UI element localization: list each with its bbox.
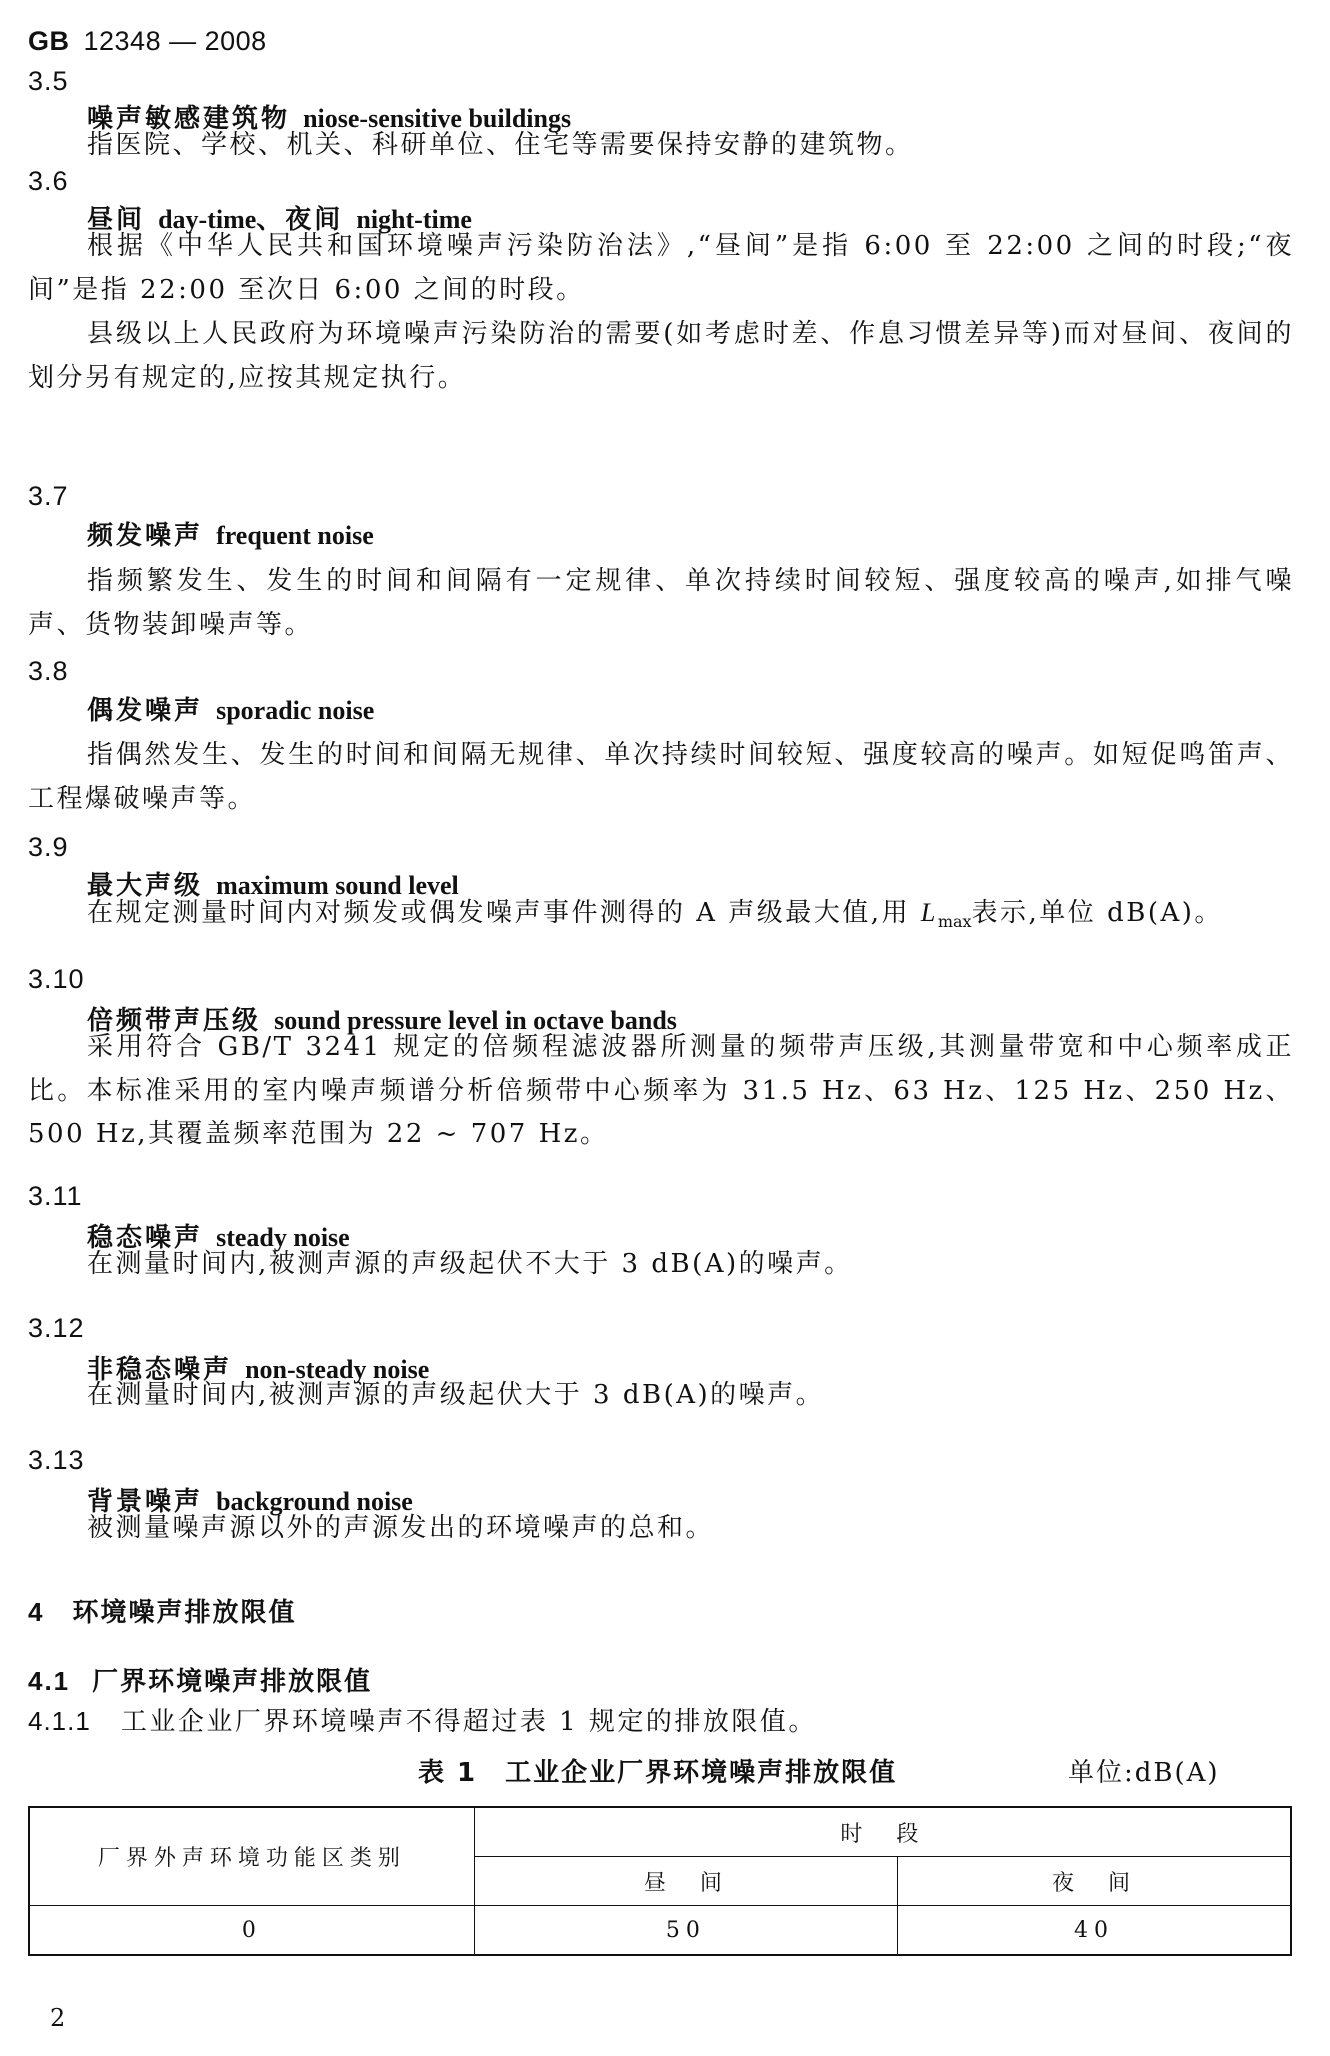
clause-number: 3.7 [28, 481, 69, 511]
clause-number: 3.8 [28, 656, 69, 686]
term-en: background noise [216, 1487, 413, 1516]
definition-text-b: 表示,单位 dB(A)。 [971, 898, 1223, 928]
term-zh-2: 夜间 [285, 205, 344, 235]
definition-text: 在测量时间内,被测声源的声级起伏大于 3 dB(A)的噪声。 [87, 1380, 825, 1410]
definition-text: 指偶然发生、发生的时间和间隔无规律、单次持续时间较短、强度较高的噪声。如短促鸣笛声、工程爆破噪声等。 [28, 740, 1294, 814]
term-zh: 噪声敏感建筑物 [87, 104, 291, 134]
definition-text: 被测量噪声源以外的声源发出的环境噪声的总和。 [87, 1513, 715, 1543]
table-caption [418, 1752, 897, 1789]
definition-text: 采用符合 GB/T 3241 规定的倍频程滤波器所测量的频带声压级,其测量带宽和中心频率成正比。本标准采用的室内噪声频谱分析倍频带中心频率为 31.5 Hz、63 Hz、125 Hz、250 Hz、500 Hz,其覆盖频率范围为 22 ~ 707 Hz。 [28, 1032, 1294, 1149]
cell-day: 50 [474, 1906, 897, 1956]
table-unit: 单位:dB(A) [1068, 1758, 1220, 1788]
standard-number: 12348 — 2008 [83, 26, 267, 56]
subsection-title: 厂界环境噪声排放限值 [92, 1667, 373, 1697]
limits-table [28, 1806, 1292, 1956]
term-zh: 频发噪声 [87, 521, 204, 551]
header-period: 时 段 [474, 1807, 1291, 1857]
header-night: 夜 间 [898, 1857, 1291, 1906]
symbol-subscript: max [937, 912, 972, 931]
term-title [87, 515, 374, 552]
section-title: 环境噪声排放限值 [72, 1598, 297, 1628]
cell-night: 40 [898, 1906, 1291, 1956]
subsection-number: 4.1 [28, 1666, 71, 1696]
term-en: day-time [158, 205, 257, 234]
clause-text [28, 1701, 817, 1738]
term-zh: 最大声级 [87, 871, 204, 901]
term-en: frequent noise [216, 521, 374, 550]
table-number: 表 1 [418, 1758, 478, 1788]
term-en: sound pressure level in octave bands [274, 1006, 677, 1035]
definition-text [87, 891, 1287, 944]
definition-text: 指频繁发生、发生的时间和间隔有一定规律、单次持续时间较短、强度较高的噪声,如排气噪声、货物装卸噪声等。 [28, 566, 1294, 640]
page-header [28, 26, 267, 57]
definition-text: 在测量时间内,被测声源的声级起伏不大于 3 dB(A)的噪声。 [87, 1249, 853, 1279]
term-separator: 、 [256, 205, 286, 235]
clause-body: 工业企业厂界环境噪声不得超过表 1 规定的排放限值。 [120, 1707, 817, 1737]
definition-text: 县级以上人民政府为环境噪声污染防治的需要(如考虑时差、作息习惯差异等)而对昼间、夜间的划分另有规定的,应按其规定执行。 [28, 319, 1294, 393]
page-number: 2 [50, 2004, 66, 2032]
term-zh: 稳态噪声 [87, 1223, 204, 1253]
term-en: steady noise [216, 1223, 350, 1252]
clause-number: 3.5 [28, 66, 69, 96]
term-zh: 昼间 [87, 205, 146, 235]
clause-number: 4.1.1 [28, 1706, 91, 1736]
header-category: 厂界外声环境功能区类别 [29, 1807, 474, 1906]
clause-number: 3.11 [28, 1181, 83, 1211]
subsection-heading [28, 1661, 372, 1698]
term-zh: 非稳态噪声 [87, 1355, 233, 1385]
term-en: sporadic noise [216, 696, 375, 725]
term-title [87, 690, 374, 727]
term-en: maximum sound level [216, 871, 459, 900]
header-day: 昼 间 [474, 1857, 897, 1906]
definition-text: 指医院、学校、机关、科研单位、住宅等需要保持安静的建筑物。 [87, 130, 914, 160]
section-heading [28, 1592, 296, 1629]
symbol-l: L [920, 898, 938, 927]
clause-number: 3.9 [28, 832, 69, 862]
clause-number: 3.10 [28, 964, 85, 994]
table-title: 工业企业厂界环境噪声排放限值 [505, 1758, 898, 1788]
term-zh: 倍频带声压级 [87, 1006, 262, 1036]
definition-text: 根据《中华人民共和国环境噪声污染防治法》,“昼间”是指 6:00 至 22:00 之间的时段;“夜间”是指 22:00 至次日 6:00 之间的时段。 [28, 231, 1294, 305]
clause-number: 3.6 [28, 166, 69, 196]
section-number: 4 [28, 1597, 45, 1627]
cell-category: 0 [29, 1906, 474, 1956]
clause-number: 3.13 [28, 1445, 85, 1475]
term-en: niose-sensitive buildings [303, 104, 572, 133]
clause-number: 3.12 [28, 1313, 85, 1343]
standard-prefix: GB [28, 26, 70, 56]
definition-text-a: 在规定测量时间内对频发或偶发噪声事件测得的 A 声级最大值,用 [87, 898, 921, 928]
term-zh: 偶发噪声 [87, 696, 204, 726]
table-row [29, 1906, 1291, 1956]
term-en: non-steady noise [245, 1355, 430, 1384]
term-en-2: night-time [356, 205, 472, 234]
term-zh: 背景噪声 [87, 1487, 204, 1517]
